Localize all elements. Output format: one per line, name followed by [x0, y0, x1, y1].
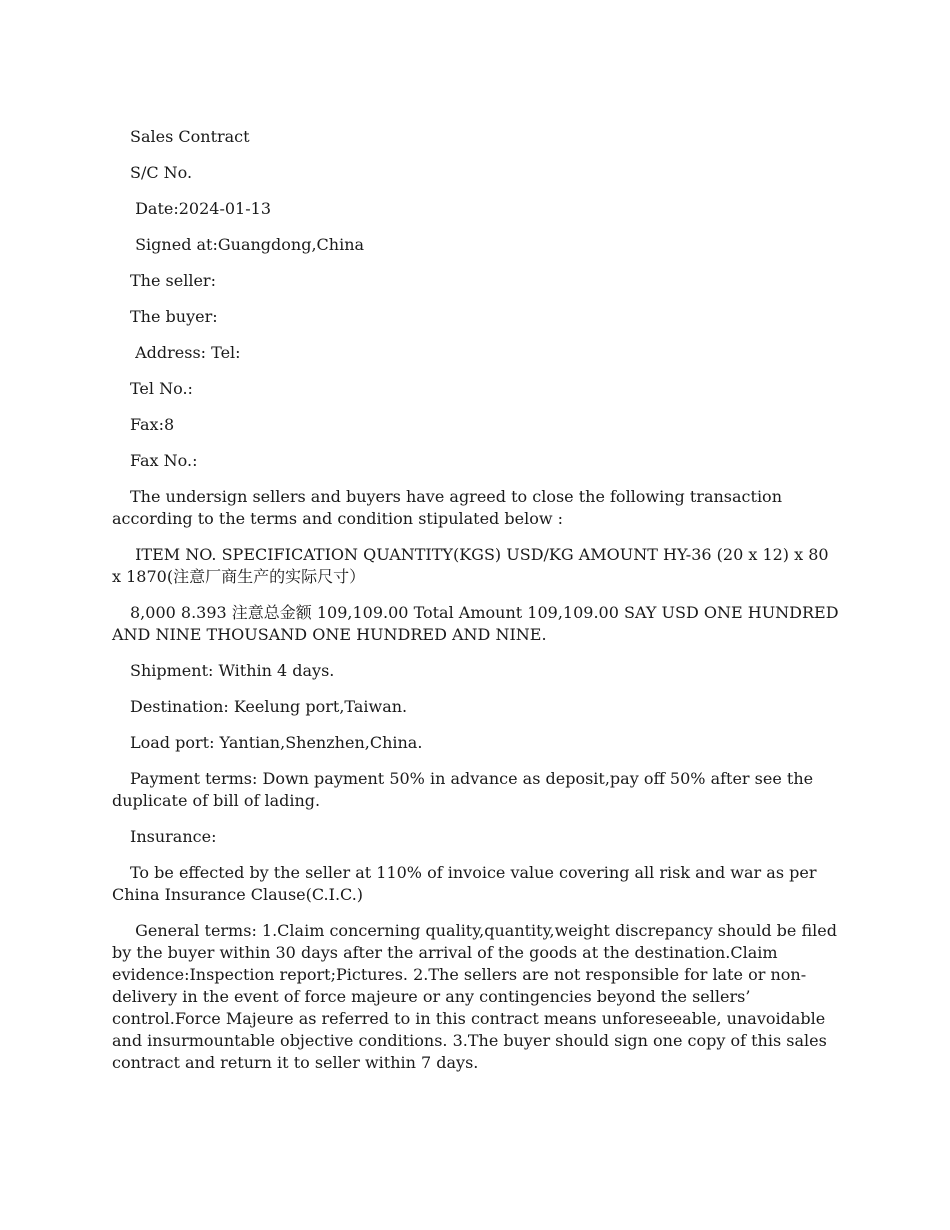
- tel-no-line: Tel No.:: [130, 379, 193, 398]
- items-paragraph: ITEM NO. SPECIFICATION QUANTITY(KGS) USD/KG AMOUNT HY-36 (20 x 12) x 80 x 1870(注意厂商生产的实际尺寸）: [112, 545, 834, 586]
- contract-date: Date:2024-01-13: [130, 199, 271, 218]
- fax-no-line: Fax No.:: [130, 451, 198, 470]
- load-port-line: Load port: Yantian,Shenzhen,China.: [130, 733, 423, 752]
- buyer-line: The buyer:: [130, 307, 218, 326]
- seller-line: The seller:: [130, 271, 216, 290]
- insurance-heading: Insurance:: [130, 827, 217, 846]
- intro-paragraph: The undersign sellers and buyers have agreed to close the following transaction according to the terms and condition stipulated below :: [112, 487, 788, 528]
- destination-line: Destination: Keelung port,Taiwan.: [130, 697, 408, 716]
- fax-line: Fax:8: [130, 415, 175, 434]
- sc-number: S/C No.: [130, 163, 193, 182]
- general-terms-paragraph: General terms: 1.Claim concerning quality,quantity,weight discrepancy should be filed by the buyer within 30 days after the arrival of the goods at the destination.Claim evidence:Inspection report;Pictures. 2.The sellers are not responsible for late or non-delivery in the event of force majeure or any contingencies beyond the sellers’ control.Force Majeure as referred to in this contract means unforeseeable, unavoidable and insurmountable objective conditions. 3.The buyer should sign one copy of this sales contract and return it to seller within 7 days.: [112, 921, 843, 1072]
- address-line: Address: Tel:: [130, 343, 241, 362]
- shipment-line: Shipment: Within 4 days.: [130, 661, 335, 680]
- payment-terms-paragraph: Payment terms: Down payment 50% in advance as deposit,pay off 50% after see the duplicate of bill of lading.: [112, 769, 819, 810]
- contract-title: Sales Contract: [130, 127, 250, 146]
- insurance-detail-paragraph: To be effected by the seller at 110% of invoice value covering all risk and war as per China Insurance Clause(C.I.C.): [112, 863, 822, 904]
- amount-paragraph: 8,000 8.393 注意总金额 109,109.00 Total Amount 109,109.00 SAY USD ONE HUNDRED AND NINE THOUSAND ONE HUNDRED AND NINE.: [112, 603, 844, 644]
- contract-document: [112, 126, 844, 1088]
- signed-at: Signed at:Guangdong,China: [130, 235, 365, 254]
